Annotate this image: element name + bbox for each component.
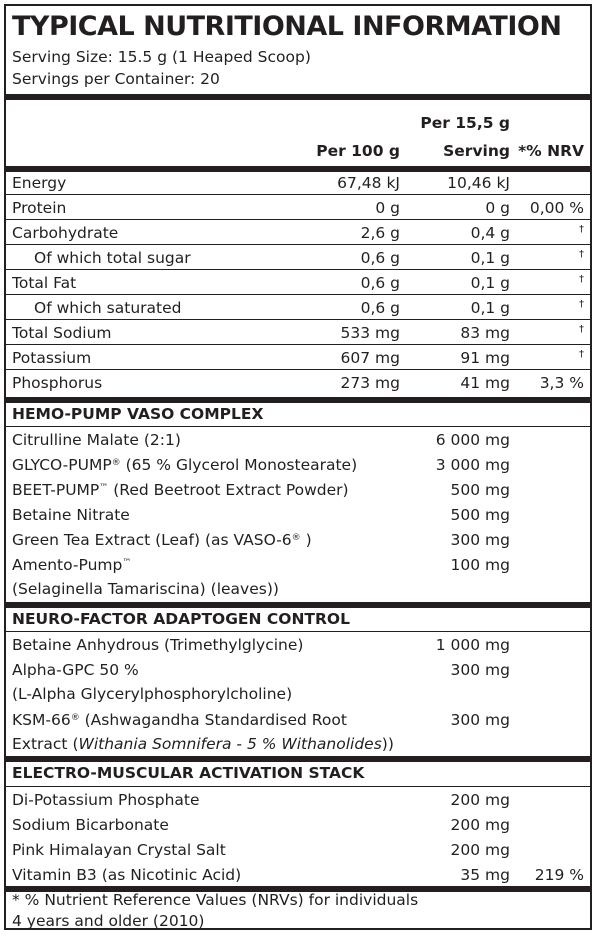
nutrient-row	[6, 295, 590, 320]
nutrient-label: Total Sodium	[12, 324, 112, 342]
ingredient-row	[6, 862, 590, 887]
ingredient-amount: 3 000 mg	[435, 456, 510, 474]
nutrition-panel	[4, 4, 592, 930]
nutrient-per100: 67,48 kJ	[337, 174, 400, 192]
ingredient-row	[6, 552, 590, 602]
ingredient-label-line2: (Selaginella Tamariscina) (leaves))	[12, 580, 279, 598]
ingredient-row	[6, 527, 590, 552]
dagger-mark: †	[579, 249, 584, 260]
ingredient-amount: 300 mg	[450, 661, 510, 679]
ingredient-label: Betaine Anhydrous (Trimethylglycine)	[12, 636, 304, 654]
nutrient-per-serving: 91 mg	[460, 349, 510, 367]
nutrient-label: Of which total sugar	[34, 249, 191, 267]
nutrient-label: Total Fat	[12, 274, 77, 292]
ingredient-nrv: 219 %	[534, 866, 584, 884]
ingredient-label: Green Tea Extract (Leaf) (as VASO-6® )	[12, 531, 312, 549]
ingredient-label: Pink Himalayan Crystal Salt	[12, 841, 226, 859]
botanical-name: Withania Somnifera - 5 % Withanolides	[78, 735, 382, 753]
ingredient-amount: 300 mg	[450, 711, 510, 729]
nutrient-label: Protein	[12, 199, 67, 217]
ingredient-amount: 6 000 mg	[435, 431, 510, 449]
nutrient-nrv: 3,3 %	[539, 374, 584, 392]
ingredient-label: GLYCO-PUMP® (65 % Glycerol Monostearate)	[12, 456, 358, 474]
nutrient-nrv	[579, 347, 584, 369]
col-serving-header-line2: Serving	[443, 142, 510, 160]
nutrient-nrv	[579, 322, 584, 344]
nutrient-row	[6, 220, 590, 245]
nutrient-per-serving: 41 mg	[460, 374, 510, 392]
nutrient-row	[6, 370, 590, 395]
ingredient-amount: 100 mg	[450, 556, 510, 574]
dagger-mark: †	[579, 274, 584, 285]
ingredient-label: BEET-PUMP™ (Red Beetroot Extract Powder)	[12, 481, 349, 499]
ingredient-label-line2: Extract (Withania Somnifera - 5 % Withanolides))	[12, 735, 394, 753]
nutrient-row	[6, 345, 590, 370]
nutrient-nrv: 0,00 %	[529, 199, 584, 217]
ingredient-label-line2: (L-Alpha Glycerylphosphorylcholine)	[12, 685, 293, 703]
nutrient-per100: 0,6 g	[360, 274, 400, 292]
serving-size: Serving Size: 15.5 g (1 Heaped Scoop)	[12, 48, 311, 66]
nutrient-nrv	[579, 272, 584, 294]
nutrient-per-serving: 10,46 kJ	[447, 174, 510, 192]
nutrient-per-serving: 0,1 g	[470, 274, 510, 292]
dagger-mark: †	[579, 299, 584, 310]
ingredient-row	[6, 812, 590, 837]
nutrient-per-serving: 0 g	[485, 199, 510, 217]
nutrient-row	[6, 195, 590, 220]
ingredient-row	[6, 452, 590, 477]
ingredient-amount: 35 mg	[460, 866, 510, 884]
nutrient-per100: 2,6 g	[360, 224, 400, 242]
ingredient-label: KSM-66® (Ashwagandha Standardised Root	[12, 711, 347, 729]
nutrient-per100: 0 g	[375, 199, 400, 217]
nutrient-label: Energy	[12, 174, 67, 192]
ingredient-amount: 500 mg	[450, 506, 510, 524]
col-serving-header-line1: Per 15,5 g	[420, 114, 510, 132]
ingredient-label: Betaine Nitrate	[12, 506, 130, 524]
dagger-mark: †	[579, 349, 584, 360]
ingredient-label: Di-Potassium Phosphate	[12, 791, 200, 809]
nutrient-label: Phosphorus	[12, 374, 103, 392]
trademark-mark: ®	[111, 458, 121, 468]
nutrient-per100: 533 mg	[340, 324, 400, 342]
ingredient-label: Citrulline Malate (2:1)	[12, 431, 181, 449]
nutrient-per100: 273 mg	[340, 374, 400, 392]
col-per100-header: Per 100 g	[316, 142, 400, 160]
nutrient-per100: 0,6 g	[360, 299, 400, 317]
nutrient-per-serving: 0,4 g	[470, 224, 510, 242]
nutrient-per100: 607 mg	[340, 349, 400, 367]
ingredient-amount: 1 000 mg	[435, 636, 510, 654]
ingredient-amount: 200 mg	[450, 791, 510, 809]
ingredient-label: Vitamin B3 (as Nicotinic Acid)	[12, 866, 242, 884]
nutrient-label: Of which saturated	[34, 299, 182, 317]
ingredient-row	[6, 707, 590, 757]
nutrient-per100: 0,6 g	[360, 249, 400, 267]
nutrient-per-serving: 0,1 g	[470, 299, 510, 317]
footnote-line2: 4 years and older (2010)	[12, 912, 205, 930]
ingredient-row	[6, 837, 590, 862]
ingredient-row	[6, 502, 590, 527]
col-nrv-header: *% NRV	[518, 142, 584, 160]
ingredient-row	[6, 787, 590, 812]
nutrient-nrv	[579, 297, 584, 319]
section-title-neuro-factor: NEURO-FACTOR ADAPTOGEN CONTROL	[12, 610, 350, 628]
ingredient-row	[6, 477, 590, 502]
ingredient-amount: 500 mg	[450, 481, 510, 499]
nutrient-per-serving: 0,1 g	[470, 249, 510, 267]
ingredient-label: Amento-Pump™	[12, 556, 132, 574]
panel-title: TYPICAL NUTRITIONAL INFORMATION	[12, 11, 562, 42]
ingredient-row	[6, 632, 590, 657]
dagger-mark: †	[579, 224, 584, 235]
section-title-hemo-pump: HEMO-PUMP VASO COMPLEX	[12, 405, 264, 423]
nutrient-row	[6, 320, 590, 345]
ingredient-label: Alpha-GPC 50 %	[12, 661, 139, 679]
servings-per-container: Servings per Container: 20	[12, 70, 220, 88]
ingredient-label: Sodium Bicarbonate	[12, 816, 169, 834]
nutrient-per-serving: 83 mg	[460, 324, 510, 342]
footnote-line1: * % Nutrient Reference Values (NRVs) for individuals	[12, 891, 419, 909]
nutrient-row	[6, 270, 590, 295]
section-title-electro-muscular: ELECTRO-MUSCULAR ACTIVATION STACK	[12, 764, 365, 782]
nutrient-row	[6, 170, 590, 195]
ingredient-amount: 200 mg	[450, 841, 510, 859]
trademark-mark: ®	[291, 533, 301, 543]
trademark-mark: ®	[70, 713, 80, 723]
dagger-mark: †	[579, 324, 584, 335]
trademark-mark: ™	[122, 558, 132, 568]
nutrient-label: Carbohydrate	[12, 224, 119, 242]
nutrient-label: Potassium	[12, 349, 92, 367]
ingredient-row	[6, 427, 590, 452]
ingredient-amount: 200 mg	[450, 816, 510, 834]
trademark-mark: ™	[99, 483, 109, 493]
nutrient-nrv	[579, 247, 584, 269]
ingredient-row	[6, 657, 590, 707]
nutrient-nrv	[579, 222, 584, 244]
nutrient-row	[6, 245, 590, 270]
ingredient-amount: 300 mg	[450, 531, 510, 549]
divider	[6, 94, 590, 100]
